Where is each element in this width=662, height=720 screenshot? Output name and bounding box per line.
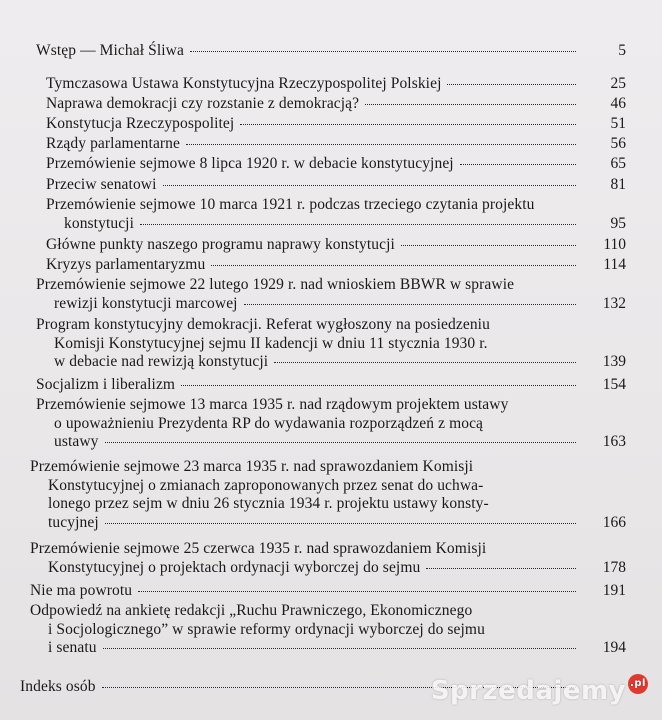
toc-page-number: 25 (610, 75, 626, 92)
toc-page-number: 46 (610, 95, 626, 112)
toc-entry-title-text: tucyjnej (48, 513, 99, 531)
toc-entry-title-text: Przeciw senatowi (46, 176, 157, 193)
toc-entry (36, 316, 582, 372)
toc-entry-title-line: Komisji Konstytucyjnej sejmu II kadencji w dniu 11 stycznia 1930 r. (54, 334, 488, 352)
toc-page-number: 194 (602, 639, 626, 656)
dot-leader (426, 568, 576, 569)
toc-entry-title-text: Socjalizm i liberalizm (36, 376, 176, 393)
toc-entry-title-text: rewizji konstytucji marcowej (54, 294, 238, 312)
toc-page-number: 154 (602, 376, 626, 393)
toc-entry (46, 135, 582, 154)
toc-entry (36, 396, 582, 452)
toc-entry (46, 75, 582, 94)
dot-leader (274, 362, 576, 363)
toc-entry-title-line (46, 236, 582, 255)
dot-leader (105, 523, 576, 524)
toc-entry (36, 42, 582, 61)
toc-entry-title-text: i senatu (48, 639, 97, 656)
toc-page-number: 132 (602, 294, 626, 312)
toc-entry-title-text: Rządy parlamentarne (46, 135, 181, 152)
toc-entry-title-line (36, 42, 582, 61)
toc-page-number: 163 (602, 433, 626, 450)
toc-page-number: 166 (602, 513, 626, 531)
toc-page-number: 81 (610, 176, 626, 193)
dot-leader (365, 104, 576, 105)
toc-entry-title-text: Indeks osób (20, 678, 96, 695)
toc-entry-title-line (46, 95, 582, 114)
toc-entry-title-line (46, 155, 582, 174)
toc-entry-title-text: w debacie nad rewizją konstytucji (54, 353, 269, 370)
dot-leader (190, 51, 576, 52)
toc-page-number: 56 (610, 135, 626, 152)
toc-entry (46, 196, 582, 233)
toc-entry-title-line (36, 433, 582, 452)
toc-entry-title-line: i Socjologicznego” w sprawie reformy ordynacji wyborczej do sejmu (48, 620, 485, 638)
toc-page-number: 5 (618, 42, 626, 59)
toc-page-number: 139 (602, 353, 626, 370)
toc-entry-title-line: Przemówienie sejmowe 25 czerwca 1935 r. nad sprawozdaniem Komisji (30, 540, 487, 557)
toc-entry-title-text: konstytucji (64, 214, 134, 232)
toc-entry-title-text: Konstytucyjnej o projektach ordynacji wyborczej do sejmu (48, 558, 421, 576)
toc-entry-title-line (36, 376, 582, 395)
toc-entry-title-line (46, 256, 582, 275)
dot-leader (163, 185, 577, 186)
toc-entry-title-line: Przemówienie sejmowe 22 lutego 1929 r. nad wnioskiem BBWR w sprawie (36, 276, 515, 293)
toc-page-number: 95 (610, 214, 626, 232)
toc-entry-title-line (46, 215, 582, 234)
dot-leader (181, 385, 576, 386)
dot-leader (186, 144, 576, 145)
toc-entry-title-text: Konstytucja Rzeczypospolitej (46, 115, 235, 132)
toc-entry-title-line (36, 295, 582, 314)
watermark-logo: Sprzedajemy .pl (431, 676, 648, 706)
toc-entry-title-text: Przemówienie sejmowe 8 lipca 1920 r. w debacie konstytucyjnej (46, 155, 454, 172)
toc-entry (46, 95, 582, 114)
toc-entry-title-line (46, 176, 582, 195)
toc-entry-title-line: Przemówienie sejmowe 13 marca 1935 r. nad rządowym projektem ustawy (36, 396, 509, 413)
toc-entry-title-line (46, 115, 582, 134)
toc-entry-title-text: Główne punkty naszego programu naprawy konstytucji (46, 236, 395, 253)
dot-leader (211, 265, 576, 266)
toc-entry (46, 236, 582, 255)
toc-entry-title-text: ustawy (54, 433, 99, 450)
toc-entry-title-line: Przemówienie sejmowe 23 marca 1935 r. nad sprawozdaniem Komisji (30, 458, 474, 475)
toc-entry-title-text: Kryzys parlamentaryzmu (46, 256, 206, 273)
toc-entry-title-line (46, 75, 582, 94)
dot-leader (138, 591, 576, 592)
toc-entry (30, 540, 582, 577)
toc-entry (30, 458, 582, 532)
toc-page-number: 191 (602, 582, 626, 599)
dot-leader (105, 442, 576, 443)
toc-page-number: 65 (610, 155, 626, 172)
dot-leader (447, 84, 576, 85)
toc-entry-title-line (36, 353, 582, 372)
toc-entry-title-text: Wstęp — Michał Śliwa (36, 42, 184, 59)
toc-entry (30, 602, 582, 658)
toc-page-number: 114 (603, 256, 626, 273)
toc-entry-title-line: Konstytucyjnej o zmianach zaproponowanych przez senat do uchwa- (48, 476, 484, 494)
toc-entry (46, 155, 582, 174)
dot-leader (401, 245, 576, 246)
dot-leader (240, 124, 576, 125)
toc-entry-title-text: Naprawa demokracji czy rozstanie z demokracją? (46, 95, 360, 112)
toc-page-number: 110 (603, 236, 626, 253)
dot-leader (140, 224, 576, 225)
toc-page-number: 178 (602, 558, 626, 576)
toc-entry (30, 582, 582, 601)
toc-entry (46, 256, 582, 275)
toc-entry (46, 176, 582, 195)
toc-entry-title-line: Program konstytucyjny demokracji. Referat wygłoszony na posiedzeniu (36, 316, 490, 333)
toc-entry-title-line (30, 514, 582, 533)
toc-entry (36, 376, 582, 395)
dot-leader (244, 304, 576, 305)
dot-leader (460, 164, 576, 165)
toc-entry-title-line: Odpowiedź na ankietę redakcji „Ruchu Prawniczego, Ekonomicznego (30, 602, 473, 619)
toc-entry-title-line (30, 582, 582, 601)
toc-entry-title-text: Tymczasowa Ustawa Konstytucyjna Rzeczypospolitej Polskiej (46, 75, 442, 92)
dot-leader (103, 648, 576, 649)
toc-entry-title-line (30, 639, 582, 658)
toc-entry (46, 115, 582, 134)
toc-entry-title-line: lonego przez sejm w dniu 26 stycznia 1934 r. projektu ustawy konsty- (48, 495, 489, 512)
toc-entry-title-line: Przemówienie sejmowe 10 marca 1921 r. podczas trzeciego czytania projektu (46, 196, 535, 213)
toc-entry-title-line: o upoważnieniu Prezydenta RP do wydawania rozporządzeń z mocą (54, 414, 484, 432)
toc-entry-title-line (30, 559, 582, 578)
toc-entry-title-text: Nie ma powrotu (30, 582, 133, 599)
toc-entry (36, 276, 582, 313)
toc-page-number: 51 (610, 115, 626, 132)
toc-entry-title-line (46, 135, 582, 154)
